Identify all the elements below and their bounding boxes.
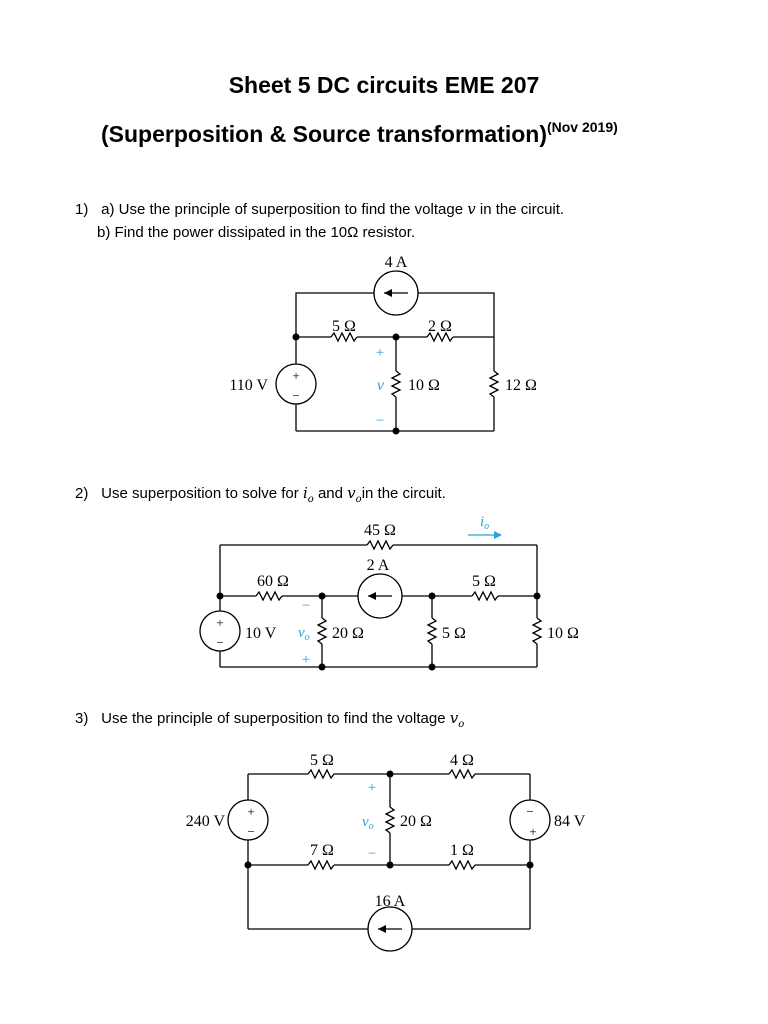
sheet-title: Sheet 5 DC circuits EME 207 — [228, 72, 540, 98]
circuit-2-r-left-label: 60 Ω — [257, 573, 289, 590]
question-2-number: 2) — [75, 485, 89, 502]
circuit-3-vo-plus: + — [367, 780, 377, 796]
circuit-1-diagram — [0, 250, 768, 450]
question-2-vo: $v_o$ — [347, 484, 362, 505]
subtitle-text: (Superposition & Source transformation) — [101, 121, 547, 147]
circuit-2-voltage-label: 10 V — [245, 625, 277, 642]
circuit-2-r-top-label: 45 Ω — [364, 522, 396, 539]
question-3 — [75, 709, 464, 730]
question-1a-suffix: in the circuit. — [479, 201, 565, 218]
circuit-1-current-label: 4 A — [384, 254, 408, 271]
circuit-1-r2-label: 2 Ω — [428, 318, 452, 335]
question-2-and: and — [317, 485, 343, 502]
circuit-3-right-minus: − — [526, 804, 534, 819]
circuit-2-vo-plus: + — [301, 652, 311, 668]
circuit-3-right-plus: + — [529, 824, 537, 839]
circuit-3-r-mid-label: 20 Ω — [400, 813, 432, 830]
question-3-text: Use the principle of superposition to find the voltage — [101, 710, 446, 727]
question-1a-text: a) Use the principle of superposition to find the voltage — [101, 201, 464, 218]
question-2-io: $i_o$ — [302, 484, 314, 505]
circuit-3-left-minus: − — [247, 824, 255, 839]
circuit-3-r-top-left-label: 5 Ω — [310, 752, 334, 769]
circuit-1-source-plus: + — [292, 368, 300, 383]
circuit-1-v-minus: − — [375, 413, 385, 429]
sheet-subtitle — [101, 121, 618, 148]
subtitle-date: (Nov 2019) — [546, 119, 618, 135]
circuit-3-r-top-right-label: 4 Ω — [450, 752, 474, 769]
circuit-2-r-mid-label: 20 Ω — [332, 625, 364, 642]
circuit-3-vo-label: $v_o$ — [362, 814, 374, 832]
question-2 — [75, 484, 446, 505]
question-1a-var: v — [467, 200, 476, 218]
circuit-3-voltage-right-label: 84 V — [554, 813, 586, 830]
circuit-1-v-plus: + — [375, 345, 385, 361]
circuit-2-vo-label: $v_o$ — [298, 625, 310, 643]
circuit-2-diagram — [0, 505, 768, 685]
question-3-number: 3) — [75, 710, 89, 727]
circuit-2-r-10-label: 10 Ω — [547, 625, 579, 642]
circuit-3-diagram — [0, 745, 768, 965]
circuit-3-vo-minus: − — [367, 846, 377, 862]
question-2-suffix: in the circuit. — [361, 485, 446, 502]
circuit-3-voltage-left-label: 240 V — [185, 813, 225, 830]
circuit-1-source-minus: − — [292, 388, 300, 403]
question-1b: b) Find the power dissipated in the 10Ω resistor. — [97, 224, 416, 241]
circuit-2-source-minus: − — [216, 635, 224, 650]
circuit-2-io-label: $i_o$ — [480, 514, 490, 532]
circuit-1-r3-label: 10 Ω — [408, 377, 440, 394]
circuit-2-r-right-label: 5 Ω — [472, 573, 496, 590]
circuit-3-current-label: 16 A — [374, 893, 406, 910]
circuit-2-vo-minus: − — [301, 598, 311, 614]
circuit-1-r4-label: 12 Ω — [505, 377, 537, 394]
question-2-text: Use superposition to solve for — [101, 485, 299, 502]
question-1a — [75, 200, 564, 218]
circuit-3-left-plus: + — [247, 804, 255, 819]
circuit-1-r1-label: 5 Ω — [332, 318, 356, 335]
circuit-3-r-bot-left-label: 7 Ω — [310, 842, 334, 859]
circuit-1-voltage-label: 110 V — [229, 377, 268, 394]
circuit-3-r-bot-right-label: 1 Ω — [450, 842, 474, 859]
circuit-2-r-5-label: 5 Ω — [442, 625, 466, 642]
question-1-number: 1) — [75, 201, 89, 218]
circuit-1-v-label: v — [376, 377, 384, 394]
question-3-vo: $v_o$ — [449, 709, 465, 730]
circuit-2-current-label: 2 A — [366, 557, 390, 574]
circuit-2-source-plus: + — [216, 615, 224, 630]
